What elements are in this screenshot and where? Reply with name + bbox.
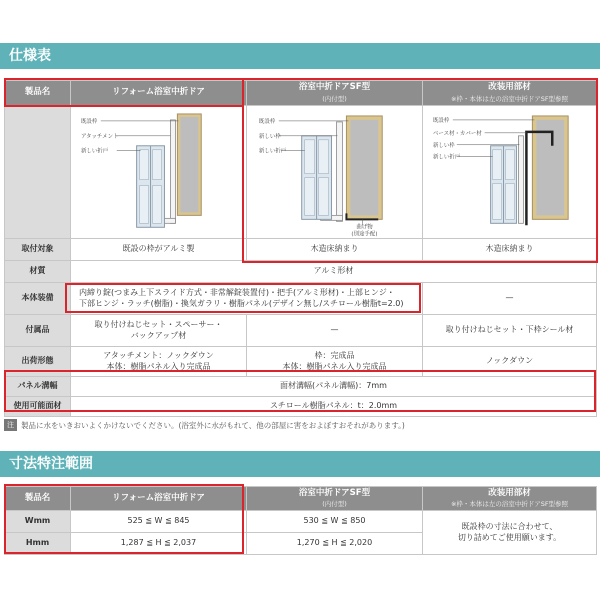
row-label-accessories: 付属品 xyxy=(5,315,71,347)
cell: スチロール樹脂パネル：t：2.0mm xyxy=(71,397,597,417)
cell: アタッチメント：ノックダウン 本体：樹脂パネル入り完成品 xyxy=(71,347,247,377)
cell: 枠：完成品 本体：樹脂パネル入り完成品 xyxy=(247,347,423,377)
label-new-door: 新しい折戸 xyxy=(258,148,287,155)
header-renovation-parts: 改装用部材 ※枠・本体は左の浴室中折ドアSF型参照 xyxy=(423,81,597,106)
cell: — xyxy=(247,315,423,347)
label-base-cover: ベース材・カバー材 xyxy=(432,130,482,137)
sf-door-diagram xyxy=(247,106,422,238)
row-label-equipment: 本体装備 xyxy=(5,283,71,315)
cell: 530 ≦ W ≦ 850 xyxy=(247,511,423,533)
cell: 既設の枠がアルミ製 xyxy=(71,239,247,261)
spec-table xyxy=(4,80,597,417)
label-existing-frame: 既設枠 xyxy=(80,118,98,125)
table-row xyxy=(5,397,597,417)
renovation-parts-diagram xyxy=(423,106,596,238)
diagram-row-label xyxy=(5,106,71,239)
label-new-door: 新しい折戸 xyxy=(432,154,461,161)
row-label-usable-panel: 使用可能面材 xyxy=(5,397,71,417)
table-row xyxy=(5,261,597,283)
table-row xyxy=(5,315,597,347)
cell: 1,287 ≦ H ≦ 2,037 xyxy=(71,533,247,555)
label-bent-piece: 曲げ物 xyxy=(356,224,373,231)
cell: 木造床納まり xyxy=(247,239,423,261)
spec-header-row xyxy=(5,81,597,106)
header-reform-door: リフォーム浴室中折ドア xyxy=(71,81,247,106)
size-header-row xyxy=(5,487,597,511)
cell: 面材溝幅(パネル溝幅)：7mm xyxy=(71,377,597,397)
note xyxy=(4,419,405,431)
size-section-title: 寸法特注範囲 xyxy=(0,451,600,477)
table-row xyxy=(5,511,597,533)
cell: 木造床納まり xyxy=(423,239,597,261)
row-label-mount-target: 取付対象 xyxy=(5,239,71,261)
cell: 取り付けねじセット・下枠シール材 xyxy=(423,315,597,347)
row-label-shipping: 出荷形態 xyxy=(5,347,71,377)
row-label-panel-groove: パネル溝幅 xyxy=(5,377,71,397)
cell: ノックダウン xyxy=(423,347,597,377)
label-existing-frame: 既設枠 xyxy=(432,117,450,124)
header-sf-door: 浴室中折ドアSF型 (内付型) xyxy=(247,81,423,106)
note-mark: 注 xyxy=(4,419,17,431)
table-row xyxy=(5,239,597,261)
row-label-height: Hmm xyxy=(5,533,71,555)
label-new-frame: 新しい枠 xyxy=(432,142,455,149)
reform-door-diagram xyxy=(71,106,246,238)
header-product-name: 製品名 xyxy=(5,487,71,511)
cell: 内締り錠(つまみ上下スライド方式・非常解錠装置付)・把手(アルミ形材)・上部ヒンジ・ 下部ヒンジ・ラッチ(樹脂)・換気ガラリ・樹脂パネル(デザイン無し/スチロール樹脂t=2.0) xyxy=(71,283,423,315)
cell: 既設枠の寸法に合わせて、 切り詰めてご使用願います。 xyxy=(423,511,597,555)
spec-section-title: 仕様表 xyxy=(0,43,600,69)
table-row xyxy=(5,347,597,377)
note-text: 製品に水をいきおいよくかけないでください。(浴室外に水がもれて、他の部屋に害をおよぼすおそれがあります。) xyxy=(21,420,405,430)
table-row xyxy=(5,283,597,315)
row-label-width: Wmm xyxy=(5,511,71,533)
row-label-material: 材質 xyxy=(5,261,71,283)
cell: アルミ形材 xyxy=(71,261,597,283)
cell: 取り付けねじセット・スペーサー・ バックアップ材 xyxy=(71,315,247,347)
header-renovation-parts: 改装用部材 ※枠・本体は左の浴室中折ドアSF型参照 xyxy=(423,487,597,511)
diagram-row xyxy=(5,106,597,239)
label-existing-frame: 既設枠 xyxy=(258,118,276,125)
label-new-frame: 新しい枠 xyxy=(258,133,281,140)
table-row xyxy=(5,377,597,397)
diagram-renovation-parts xyxy=(423,106,597,239)
header-product-name: 製品名 xyxy=(5,81,71,106)
diagram-reform-door xyxy=(71,106,247,239)
label-new-door: 新しい折戸 xyxy=(80,148,109,155)
cell: 525 ≦ W ≦ 845 xyxy=(71,511,247,533)
cell: 1,270 ≦ H ≦ 2,020 xyxy=(247,533,423,555)
label-separate-order: (別途手配) xyxy=(351,231,378,238)
header-sf-door: 浴室中折ドアSF型 (内付型) xyxy=(247,487,423,511)
size-table xyxy=(4,486,597,555)
header-reform-door: リフォーム浴室中折ドア xyxy=(71,487,247,511)
cell: — xyxy=(423,283,597,315)
label-attachment: アタッチメント xyxy=(80,133,119,140)
diagram-sf-door xyxy=(247,106,423,239)
